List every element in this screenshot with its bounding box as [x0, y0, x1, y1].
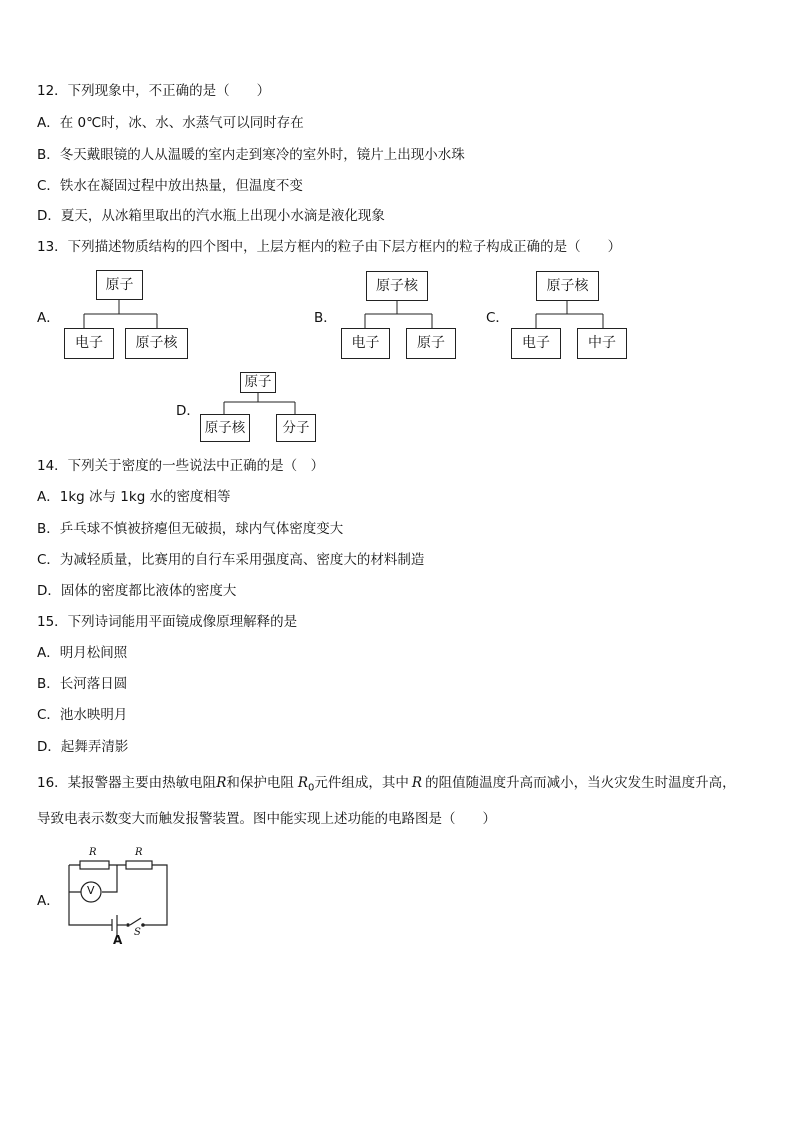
q16-circuit-below-label: A: [113, 933, 123, 947]
q14-option-c: C．为减轻质量，比赛用的自行车采用强度高、密度大的材料制造: [37, 552, 425, 568]
q16-stem-line2: 导致电表示数变大而触发报警装置。图中能实现上述功能的电路图是（ ）: [37, 811, 496, 827]
q12-option-b: B．冬天戴眼镜的人从温暖的室内走到寒冷的室外时，镜片上出现小水珠: [37, 147, 465, 163]
q13-d-right-box: 分子: [276, 414, 316, 442]
q16-stem-part1: 16．某报警器主要由热敏电阻: [37, 775, 217, 791]
q16-stem-part2: 和保护电阻: [226, 775, 294, 791]
q13-d-top-box: 原子: [240, 372, 276, 393]
q12-option-a: A．在 0℃时，冰、水、水蒸气可以同时存在: [37, 115, 304, 131]
q14-stem: 14．下列关于密度的一些说法中正确的是（ ）: [37, 458, 325, 474]
q14-option-d: D．固体的密度都比液体的密度大: [37, 583, 237, 599]
q12-option-c: C．铁水在凝固过程中放出热量，但温度不变: [37, 178, 303, 194]
q14-option-a: A．1kg 冰与 1kg 水的密度相等: [37, 489, 231, 505]
q13-a-left-box: 电子: [64, 328, 114, 359]
resistor-icon: [126, 861, 152, 869]
q13-diagram-d-label: D．: [176, 403, 200, 419]
q16-circuit-meter-label: V: [87, 884, 95, 897]
q13-b-top-box: 原子核: [366, 271, 428, 301]
q13-c-top-box: 原子核: [536, 271, 599, 301]
q13-diagram-a-label: A．: [37, 310, 60, 326]
q16-symbol-r-2: R: [411, 775, 423, 791]
q16-stem-part3: 元件组成，其中: [314, 775, 409, 791]
resistor-icon: [80, 861, 109, 869]
q16-symbol-r0: R: [297, 775, 309, 791]
q13-stem: 13．下列描述物质结构的四个图中，上层方框内的粒子由下层方框内的粒子构成正确的是（ ）: [37, 239, 622, 255]
q15-stem: 15．下列诗词能用平面镜成像原理解释的是: [37, 614, 298, 630]
q13-c-left-box: 电子: [511, 328, 561, 359]
q12-option-d: D．夏天，从冰箱里取出的汽水瓶上出现小水滴是液化现象: [37, 208, 385, 224]
q15-option-b: B．长河落日圆: [37, 676, 128, 692]
q16-stem-part4: 的阻值随温度升高而减小，当火灾发生时温度升高，: [425, 775, 736, 791]
q13-d-left-box: 原子核: [200, 414, 250, 442]
q16-symbol-r: R: [216, 775, 227, 791]
q15-option-a: A．明月松间照: [37, 645, 128, 661]
q16-option-a-label: A．: [37, 893, 60, 909]
q12-stem: 12．下列现象中，不正确的是（ ）: [37, 83, 271, 99]
q16-circuit-switch-label: S: [134, 927, 141, 938]
q13-b-right-box: 原子: [406, 328, 456, 359]
q13-b-left-box: 电子: [341, 328, 390, 359]
q13-a-right-box: 原子核: [125, 328, 188, 359]
q13-diagram-c-label: C．: [486, 310, 509, 326]
q14-option-b: B．乒乓球不慎被挤瘪但无破损，球内气体密度变大: [37, 521, 344, 537]
q15-option-c: C．池水映明月: [37, 707, 128, 723]
q16-stem-line1: [37, 773, 736, 799]
q16-circuit-r2-label: R: [135, 847, 143, 858]
q16-symbol-r0-sub: 0: [308, 782, 315, 794]
q13-a-top-box: 原子: [96, 270, 143, 300]
q16-circuit-r1-label: R: [89, 847, 97, 858]
q13-c-right-box: 中子: [577, 328, 627, 359]
q15-option-d: D．起舞弄清影: [37, 739, 129, 755]
q13-diagram-b-label: B．: [314, 310, 337, 326]
